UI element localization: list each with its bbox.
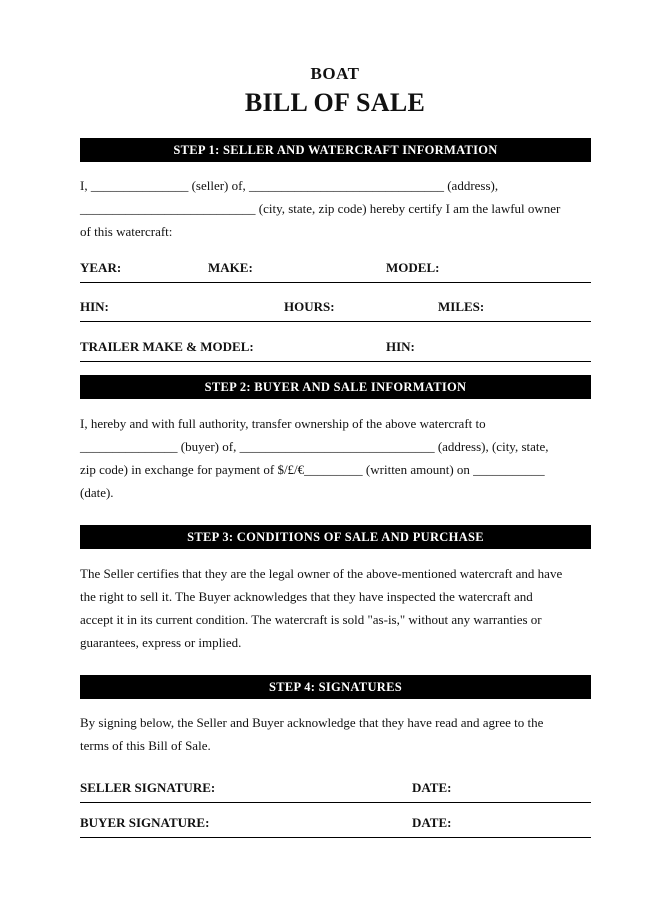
step3-line-2: the right to sell it. The Buyer acknowledges that they have inspected the watercraft and — [80, 589, 533, 604]
step2-line-3: zip code) in exchange for payment of $/£/€_________ (written amount) on ___________ — [80, 462, 545, 477]
watercraft-row-3 — [80, 337, 591, 362]
buyer-signature-row — [80, 813, 591, 838]
hin-label: HIN: — [80, 299, 109, 314]
step3-paragraph — [80, 562, 591, 654]
step3-heading: STEP 3: CONDITIONS OF SALE AND PURCHASE — [80, 525, 591, 549]
step4-paragraph — [80, 711, 591, 757]
step4-heading: STEP 4: SIGNATURES — [80, 675, 591, 699]
step1-heading: STEP 1: SELLER AND WATERCRAFT INFORMATION — [80, 138, 591, 162]
seller-signature-row — [80, 778, 591, 803]
step4-line-2: terms of this Bill of Sale. — [80, 738, 211, 753]
step1-line-1: I, _______________ (seller) of, ______________________________ (address), — [80, 178, 499, 193]
step2-heading: STEP 2: BUYER AND SALE INFORMATION — [80, 375, 591, 399]
watercraft-row-2 — [80, 297, 591, 322]
step3-line-1: The Seller certifies that they are the legal owner of the above-mentioned watercraft and have — [80, 566, 563, 581]
trailer-make-model-label: TRAILER MAKE & MODEL: — [80, 339, 254, 354]
year-label: YEAR: — [80, 260, 122, 275]
document-subtitle: BOAT — [310, 64, 360, 83]
step1-paragraph — [80, 174, 591, 243]
trailer-hin-label: HIN: — [386, 339, 415, 354]
step1-line-2: ___________________________ (city, state, zip code) hereby certify I am the lawful owner — [80, 201, 561, 216]
buyer-signature-label: BUYER SIGNATURE: — [80, 815, 210, 830]
step2-line-1: I, hereby and with full authority, transfer ownership of the above watercraft to — [80, 416, 486, 431]
hours-label: HOURS: — [284, 299, 335, 314]
step2-paragraph — [80, 412, 591, 504]
model-label: MODEL: — [386, 260, 440, 275]
watercraft-row-1 — [80, 258, 591, 283]
step3-line-3: accept it in its current condition. The watercraft is sold "as-is," without any warranties or — [80, 612, 542, 627]
step1-line-3: of this watercraft: — [80, 224, 173, 239]
step3-line-4: guarantees, express or implied. — [80, 635, 242, 650]
document-title: BILL OF SALE — [244, 88, 426, 117]
step4-line-1: By signing below, the Seller and Buyer acknowledge that they have read and agree to the — [80, 715, 544, 730]
miles-label: MILES: — [438, 299, 485, 314]
buyer-date-label: DATE: — [412, 815, 452, 830]
seller-date-label: DATE: — [412, 780, 452, 795]
make-label: MAKE: — [208, 260, 253, 275]
seller-signature-label: SELLER SIGNATURE: — [80, 780, 216, 795]
step2-line-2: _______________ (buyer) of, ______________________________ (address), (city, state, — [80, 439, 549, 454]
step2-line-4: (date). — [80, 485, 114, 500]
